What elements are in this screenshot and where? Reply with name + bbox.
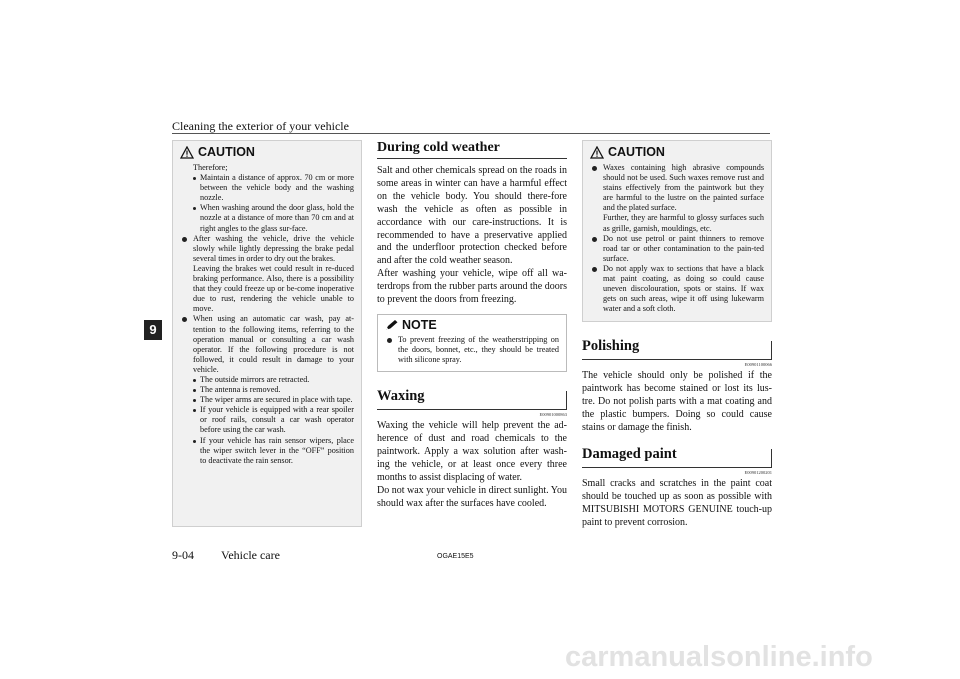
footer-chapter-title: Vehicle care [221,548,280,562]
sub-item: The outside mirrors are retracted. [180,375,354,385]
section-code: E00901000863 [539,412,567,418]
sub-item: When washing around the door glass, hold the nozzle at a distance of more than 70 cm and at right angles to the glass sur-face. [180,203,354,233]
warning-triangle-icon [180,146,194,159]
column-middle [377,140,567,511]
bullet-item-continued: Leaving the brakes wet could result in re-duced braking performance. Also, there is a possibility that they could freeze up or be-come inoperative due to rust, rendering the vehicle unable to move. [193,263,354,314]
footer-page-number: 9-04 [172,548,194,562]
column-left [172,140,362,527]
polishing-text: The vehicle should only be polished if the paintwork has become stained or lost its lus-tre. Do not polish parts with a mat coating and the plastic bumpers. Doing so could cause stains or damage the finish. [582,370,772,434]
section-code: E00901100066 [744,362,772,368]
watermark: carmanualsonline.info [565,641,873,673]
damaged-paint-text: Small cracks and scratches in the paint coat should be touched up as soon as possible with MITSUBISHI MOTORS GENUINE touch-up paint to prevent corrosion. [582,477,772,528]
section-title-cold-weather: During cold weather [377,140,567,159]
section-title-damaged-paint: Damaged paint [582,444,772,468]
sub-item: Maintain a distance of approx. 70 cm or more between the vehicle body and the washing nozzle. [180,173,354,203]
bullet-item: Do not apply wax to sections that have a black mat paint coating, as doing so could cause uneven discolouration, spots or stains. If wax gets on such areas, wipe it off using lukewarm water and a soft cloth. [590,264,764,314]
section-code: E00901200201 [744,469,772,475]
note-label: NOTE [402,317,437,332]
bullet-item-continued: Further, they are harmful to glossy surfaces such as grille, garnish, mouldings, etc. [603,213,764,233]
sub-item: The antenna is removed. [180,385,354,395]
note-pen-icon [385,319,399,331]
caution-label: CAUTION [198,145,255,159]
header-rule [172,133,770,134]
waxing-text: Waxing the vehicle will help prevent the ad-herence of dust and road chemicals to the paintwork. Apply a wax solution after wash-ing the vehicle, or at least once every three months to assist displacing of water. [377,420,567,483]
note-box [377,314,567,372]
bullet-item: After washing the vehicle, drive the vehicle slowly while lightly depressing the brake pedal several times in order to dry out the brakes. [180,234,354,264]
section-title-waxing: Waxing [377,386,567,410]
cold-weather-text-2: After washing your vehicle, wipe off all wa-terdrops from the rubber parts around the doors to prevent the doors from freezing. [377,268,567,306]
caution-box-left [172,140,362,527]
caution-heading [180,145,354,159]
caution-heading [590,145,764,159]
section-title-polishing: Polishing [582,336,772,360]
caution-label: CAUTION [608,145,665,159]
sub-item: If your vehicle has rain sensor wipers, place the wiper switch lever in the “OFF” position to deactivate the rain sensor. [180,436,354,466]
note-heading [385,318,559,332]
page-header-title: Cleaning the exterior of your vehicle [172,119,349,133]
caution-box-right [582,140,772,322]
column-right [582,140,772,530]
bullet-item: Do not use petrol or paint thinners to remove road tar or other contamination to the pain-ted surface. [590,234,764,264]
note-item: To prevent freezing of the weatherstripping on the doors, bonnet, etc., they should be treated with silicone spray. [385,335,559,365]
warning-triangle-icon [590,146,604,159]
footer-doc-code: OGAE15E5 [437,553,474,560]
therefore-text: Therefore; [193,163,228,172]
sub-item: If your vehicle is equipped with a rear spoiler or roof rails, consult a car wash operator before using the car wash. [180,405,354,435]
cold-weather-text: Salt and other chemicals spread on the roads in some areas in winter can have a harmful effect on the vehicle body. You should there-fore wash the vehicle as often as possible in accordance with our care-instructions. It is recommended to have a preservative applied and the underfloor protection checked before and after the cold weather season. [377,165,567,267]
sub-item: The wiper arms are secured in place with tape. [180,395,354,405]
bullet-item: When using an automatic car wash, pay at-tention to the following items, referring to the operation manual or consulting a car wash operator. If the following procedure is not followed, it could result in damage to your vehicle. [180,314,354,375]
waxing-text-2: Do not wax your vehicle in direct sunlight. You should wax after the surfaces have cooled. [377,484,567,509]
section-tab: 9 [144,320,162,340]
bullet-item: Waxes containing high abrasive compounds should not be used. Such waxes remove rust and stains effectively from the paintwork but they are harmful to the lustre on the painted surface and the plated surface. [590,163,764,213]
